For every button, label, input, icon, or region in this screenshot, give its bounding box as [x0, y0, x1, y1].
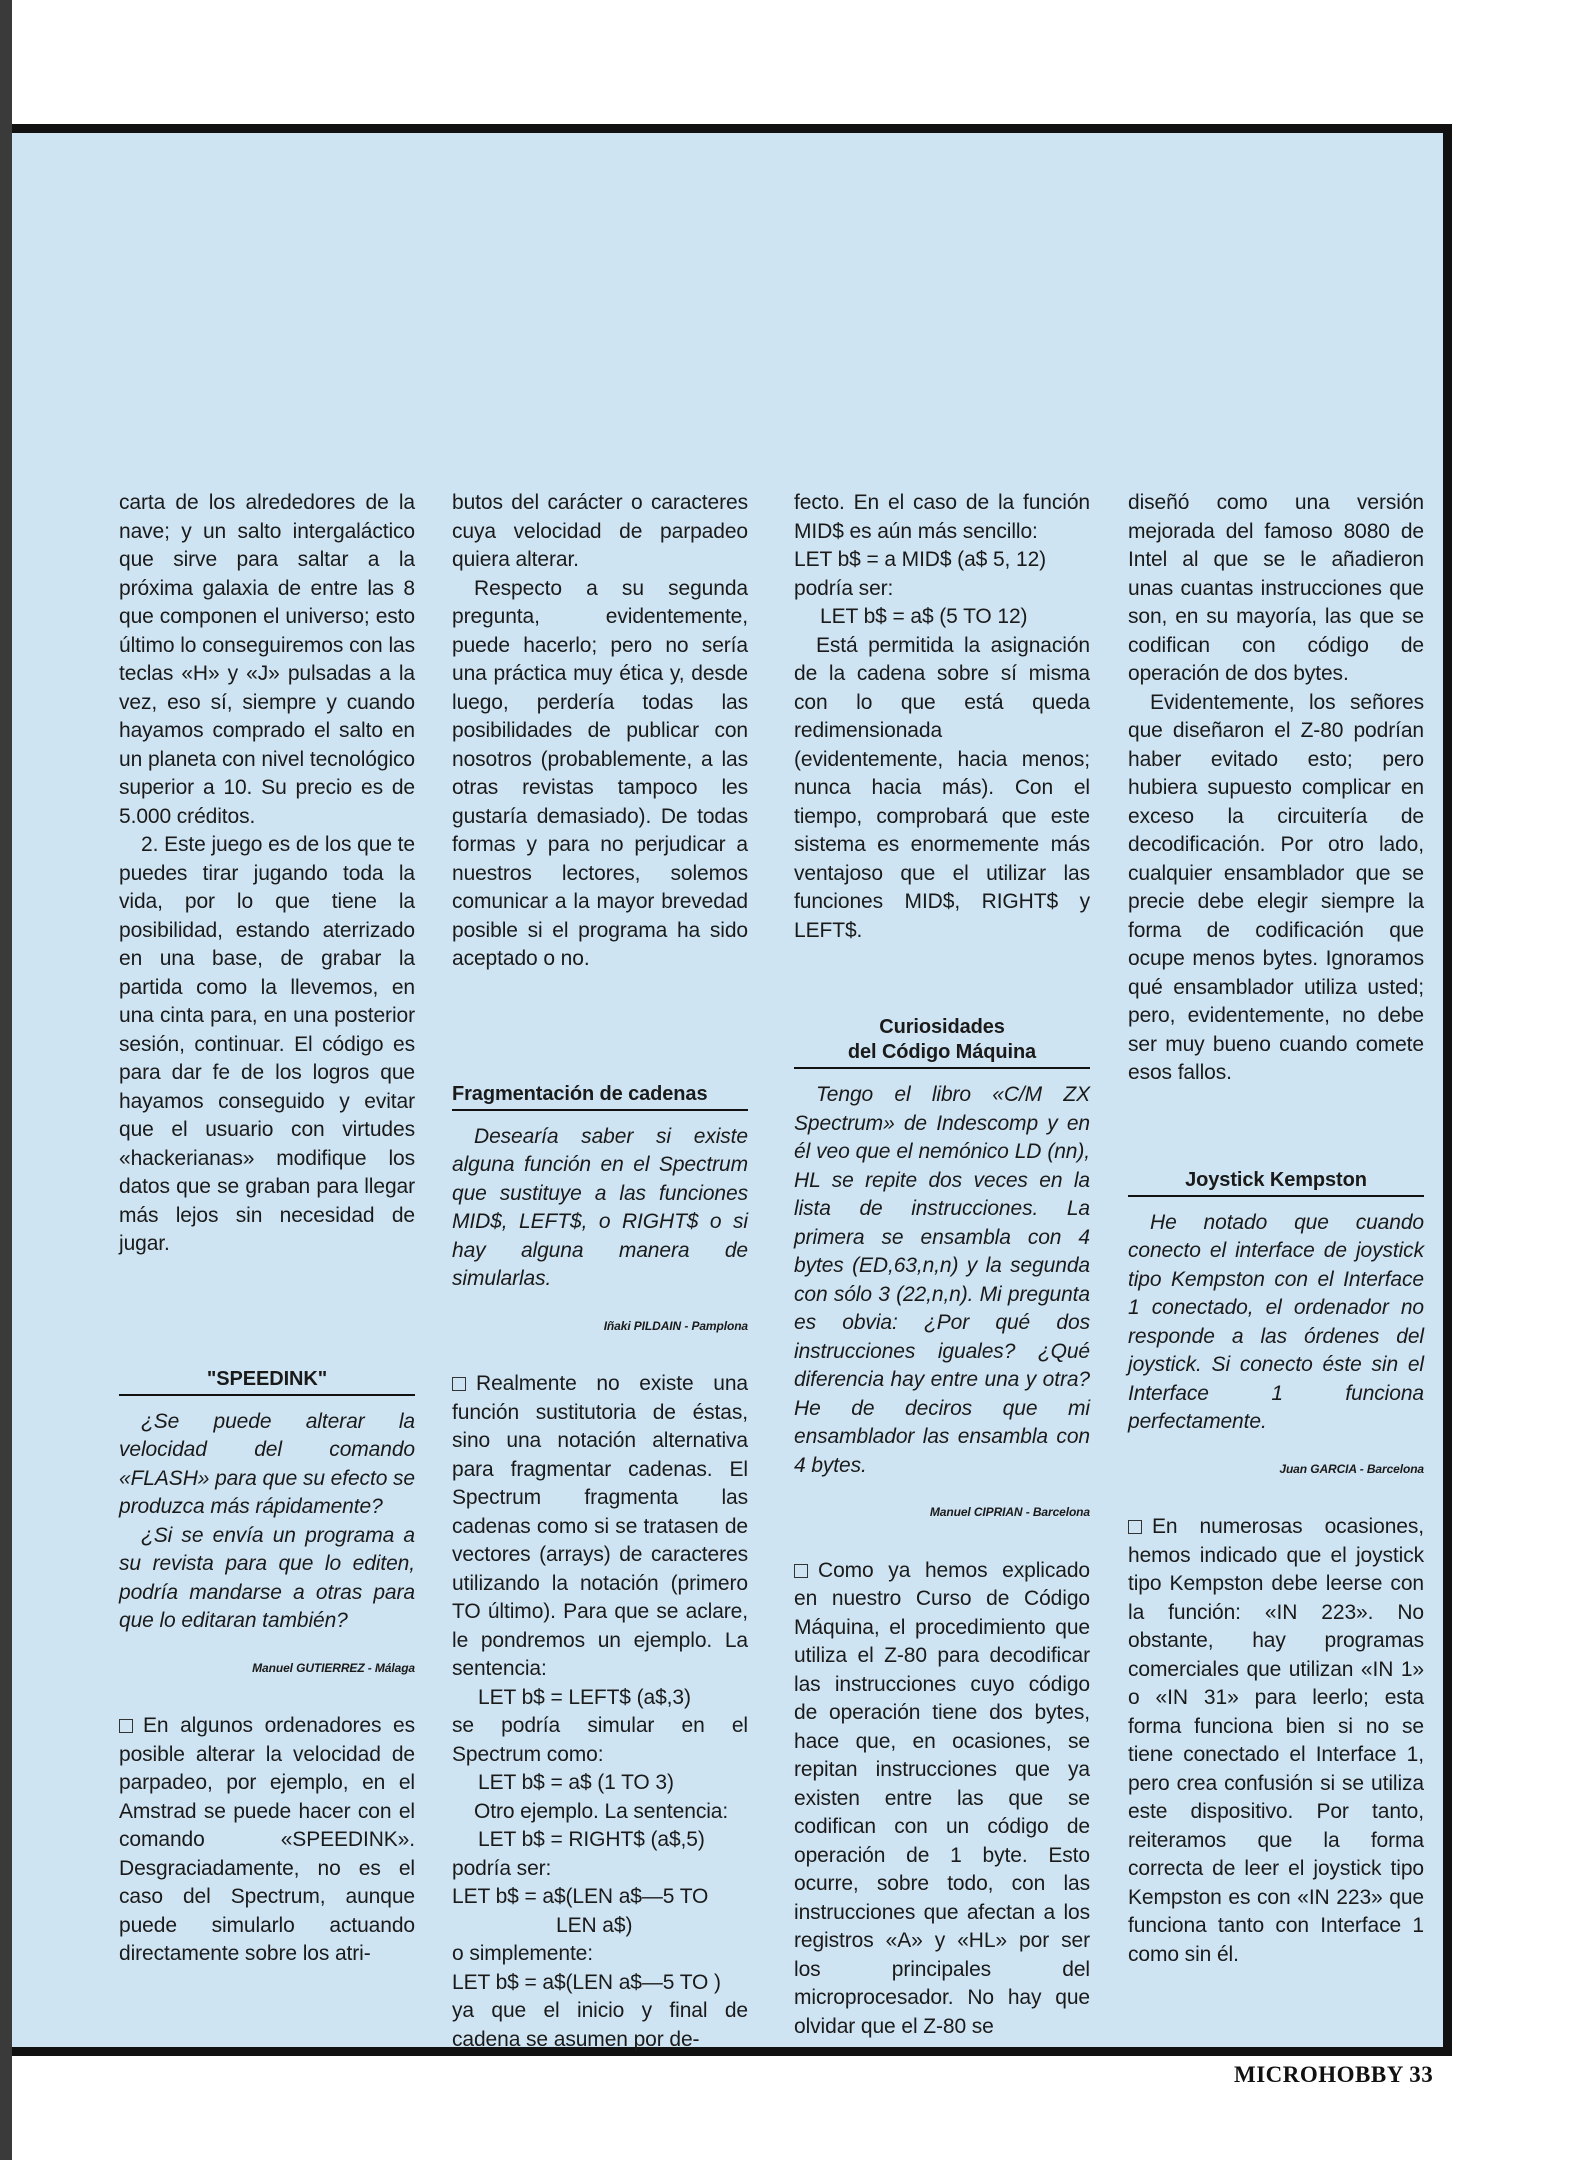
paragraph: podría ser: [452, 1856, 552, 1880]
letter-signature: Manuel CIPRIAN - Barcelona [929, 1505, 1090, 1519]
code-line: LET b$ = a$ (1 TO 3) [478, 1771, 674, 1794]
letter-signature: Juan GARCIA - Barcelona [1279, 1461, 1424, 1476]
code-line: LET b$ = a$ (5 TO 12) [820, 605, 1028, 628]
paragraph: butos del carácter o caracteres cuya velocidad de parpadeo quiera alterar. [452, 491, 748, 571]
paragraph: se podría simular en el Spectrum como: [452, 1714, 748, 1766]
column-3 [794, 489, 1090, 2041]
reader-question: ¿Se puede alterar la velocidad del comando «FLASH» para que su efecto se produzca más rápidamente? [119, 1409, 415, 1518]
column-4 [1128, 489, 1424, 1969]
paragraph: 2. Este juego es de los que te puedes tirar jugando toda la vida, por lo que tiene la posibilidad, estando aterrizado en una base, de grabar la partida como la llevemos, en una cinta para, en una posterior sesión, continuar. El código es para dar fe de los logros que hayamos conseguido y evitar que el usuario con virtudes «hackerianas» modifique los datos que se graban para llegar más lejos sin necesidad de jugar. [119, 833, 415, 1255]
section-title-joystick-kempston: Joystick Kempston [1128, 1168, 1424, 1197]
letter-signature: Manuel GUTIERREZ - Málaga [252, 1660, 415, 1675]
section-title-codigo-maquina: del Código Máquina [794, 1040, 1090, 1069]
section-title-fragmentacion: Fragmentación de cadenas [452, 1082, 748, 1111]
answer-text: En algunos ordenadores es posible alterar la velocidad de parpadeo, por ejemplo, en el Amstrad se puede hacer con el comando «SPEEDINK». Desgraciadamente, no es el caso del Spectrum, aunque puede simularlo actuando directamente sobre los atri- [119, 1714, 415, 1965]
column-1 [119, 489, 415, 1969]
paragraph: carta de los alrededores de la nave; y un salto intergaláctico que sirve para saltar a la próxima galaxia de entre las 8 que componen el universo; esto último lo conseguiremos con las teclas «H» y «J» pulsadas a la vez, eso sí, siempre y cuando hayamos comprado el salto en un planeta con nivel tecnológico superior a 10. Su precio es de 5.000 créditos. [119, 491, 415, 828]
paragraph: Evidentemente, los señores que diseñaron el Z-80 podrían haber evitado esto; pero hubiera supuesto complicar en exceso la circuitería de decodificación. Por otro lado, cualquier ensamblador que se precie debe elegir siempre la forma de codificación que ocupe menos bytes. Ignoramos qué ensamblador utiliza usted; pero, evidentemente, no debe ser muy bueno cuando comete esos fallos. [1128, 690, 1424, 1084]
letter-signature: Iñaki PILDAIN - Pamplona [603, 1318, 748, 1333]
paragraph: fecto. En el caso de la función MID$ es aún más sencillo: [794, 491, 1090, 543]
section-title-curiosidades: Curiosidades [879, 1016, 1005, 1038]
paragraph: Está permitida la asignación de la cadena sobre sí misma con lo que está queda redimensionada (evidentemente, hacia menos; nunca hacia más). Con el tiempo, comprobará que este sistema es enormemente más ventajoso que el utilizar las funciones MID$, RIGHT$ y LEFT$. [794, 633, 1090, 942]
paragraph: podría ser: [794, 576, 894, 600]
answer-text: En numerosas ocasiones, hemos indicado que el joystick tipo Kempston debe leerse con la función: «IN 223». No obstante, hay programas comerciales que utilizan «IN 1» o «IN 31» para leerlo; esta forma funciona bien si no se tiene conectado el Interface 1, pero crea confusión si se utiliza este dispositivo. Por tanto, reiteramos que la forma correcta de leer el joystick tipo Kempston es con «IN 223» que funciona tanto con Interface 1 como sin él. [1128, 1515, 1424, 1966]
paragraph: diseñó como una versión mejorada del famoso 8080 de Intel al que se le añadieron unas cuantas instrucciones que son, en su mayoría, las que se codifican con código de operación de dos bytes. [1128, 491, 1424, 685]
code-line: LET b$ = a MID$ (a$ 5, 12) [794, 548, 1047, 571]
code-line: LET b$ = a$(LEN a$—5 TO ) [452, 1970, 721, 1994]
page-footer: MICROHOBBY 33 [1234, 2062, 1434, 2087]
answer-box-icon [1128, 1520, 1142, 1534]
column-2 [452, 489, 748, 2054]
letters-panel [12, 124, 1452, 2056]
answer-box-icon [119, 1719, 133, 1733]
page-edge-strip [0, 0, 12, 2160]
paragraph: Otro ejemplo. La sentencia: [474, 1799, 729, 1823]
code-line: LET b$ = RIGHT$ (a$,5) [478, 1828, 705, 1851]
answer-text: Como ya hemos explicado en nuestro Curso de Código Máquina, el procedimiento que utiliza el Z-80 para decodificar las instrucciones cuyo código de operación tiene dos bytes, hace que, en ocasiones, se repitan instrucciones que ya existen entre las que se codifican con un código de operación de 1 byte. Esto ocurre, sobre todo, con las instrucciones que afectan a los registros «A» y «HL» por ser los principales del microprocesador. No hay que olvidar que el Z-80 se [794, 1558, 1090, 2038]
reader-question: Tengo el libro «C/M ZX Spectrum» de Indescomp y en él veo que el nemónico LD (nn), HL se repite dos veces en la lista de instrucciones. La primera se ensambla con 4 bytes (ED,63,n,n) y la segunda con sólo 3 (22,n,n). Mi pregunta es obvia: ¿Por qué dos instrucciones iguales? ¿Qué diferencia hay entre una y otra? He de deciros que mi ensamblador las ensambla con 4 bytes. [794, 1083, 1090, 1477]
answer-box-icon [452, 1377, 466, 1391]
code-line: LEN a$) [556, 1913, 633, 1937]
reader-question: Desearía saber si existe alguna función en el Spectrum que sustituye a las funciones MID$, LEFT$, o RIGHT$ o si hay alguna manera de simularlas. [452, 1124, 748, 1290]
paragraph: Respecto a su segunda pregunta, evidentemente, puede hacerlo; pero no sería una práctica muy ética y, desde luego, perdería todas las posibilidades de publicar con nosotros (probablemente, a las otras revistas tampoco les gustaría demasiado). De todas formas y para no perjudicar a nuestros lectores, solemos comunicar a la mayor brevedad posible si el programa ha sido aceptado o no. [452, 576, 748, 970]
code-line: LET b$ = a$(LEN a$—5 TO [452, 1885, 709, 1908]
reader-question: He notado que cuando conecto el interface de joystick tipo Kempston con el Interface 1 conectado, el ordenador no responde a las órdenes del joystick. Si conecto éste sin el Interface 1 funciona perfectamente. [1128, 1210, 1424, 1433]
paragraph: o simplemente: [452, 1942, 593, 1965]
answer-box-icon [794, 1564, 808, 1578]
paragraph: ya que el inicio y final de cadena se asumen por de- [452, 1999, 748, 2051]
answer-text: Realmente no existe una función sustitutoria de éstas, sino una notación alternativa para fragmentar cadenas. El Spectrum fragmenta las cadenas como si se tratasen de vectores (arrays) de caracteres utilizando la notación (primero TO último). Para que se aclare, le pondremos un ejemplo. La sentencia: [452, 1372, 748, 1680]
code-line: LET b$ = LEFT$ (a$,3) [478, 1685, 691, 1709]
reader-question: ¿Si se envía un programa a su revista para que lo editen, podría mandarse a otras para que lo editaran también? [119, 1523, 415, 1632]
section-title-speedink: "SPEEDINK" [119, 1367, 415, 1396]
